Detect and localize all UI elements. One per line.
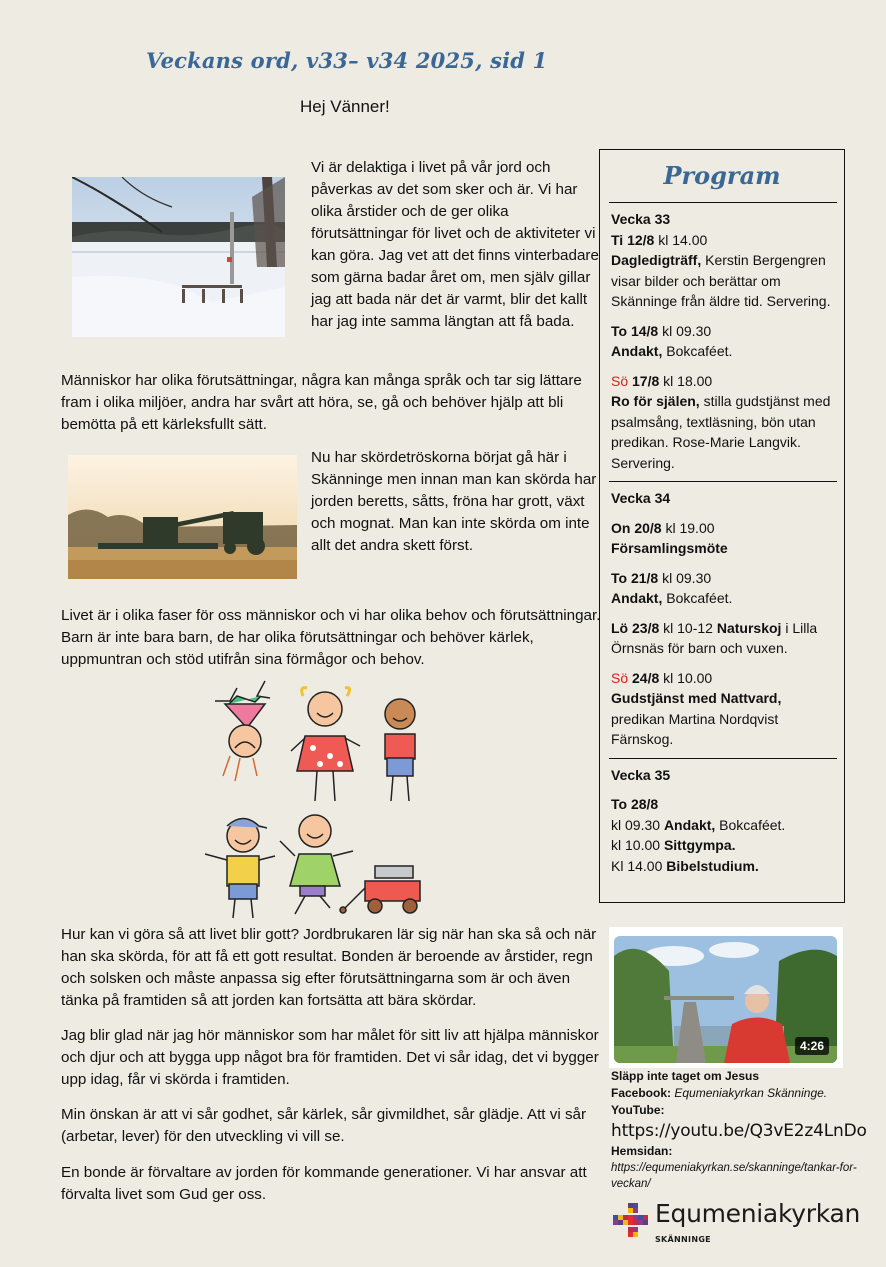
article-paragraph-1: Vi är delaktiga i livet på vår jord och påverkas av det som sker och är. Vi har olika årstider och de ger olika förutsättningar för livet och de aktiviteter vi kan göra. Jag vet att det finns vinterbadare som gärna badar året om, men själv gillar jag att bada när det är varmt, blir det kallt har jag inte samma längtan att få bada. (311, 159, 599, 330)
article-paragraph-2: Människor har olika förutsättningar, några kan många språk och tar sig lättare fram i olika miljöer, andra har svårt att höra, se, gå och behöver hjälp att bli bemötta på ett kärleksfullt sätt. (61, 372, 582, 433)
program-entry (611, 568, 834, 609)
entry-details: Bokcaféet. (666, 590, 733, 606)
video-card[interactable] (609, 927, 843, 1068)
item-details: Bokcaféet. (719, 816, 786, 833)
entry-date: 17/8 (632, 372, 660, 389)
entry-event: Dagledigträff, (611, 252, 702, 268)
facebook-label: Facebook: (611, 1086, 672, 1100)
video-thumbnail[interactable] (614, 936, 837, 1063)
article-paragraph-7: Min önskan är att vi sår godhet, sår kärlek, sår givmildhet, sår glädje. Att vi sår (arbetar, lever) för den utveckling vi vill se. (61, 1106, 587, 1145)
item-time: kl 09.30 (611, 816, 661, 833)
entry-details: Bokcaféet. (666, 343, 733, 359)
entry-details: i Lilla Örnsnäs för barn och vuxen. (611, 619, 818, 656)
article-paragraph-6: Jag blir glad när jag hör människor som har målet för sitt liv att hjälpa människor och djur och att bygga upp något bra för framtiden. Det vi sår idag, det vi bygger upp idag, får vi skörda i framtiden. (61, 1027, 599, 1088)
entry-details: stilla gudstjänst med psalmsång, textläsning, bön utan predikan. Rose-Marie Langvik. Servering. (611, 393, 831, 471)
cross-logo-icon (613, 1203, 653, 1243)
entry-details: Kerstin Bergengren visar bilder och berättar om Skänninge från äldre tid. Servering. (611, 252, 831, 309)
website-link[interactable]: https://equmeniakyrkan.se/skanninge/tankar-for-veckan/ (611, 1162, 857, 1190)
entry-event: Andakt, (611, 343, 663, 359)
entry-day: Lö (611, 619, 629, 636)
program-title: Program (663, 161, 781, 190)
article-paragraph-4: Livet är i olika faser för oss människor och vi har olika behov och förutsättningar. Barn är inte bara barn, de har olika förutsättningar och behöver kärlek, uppmuntran och stöd utifrån sina förmågor och behov. (61, 607, 601, 668)
logo-wordmark: Equmeniakyrkan (655, 1199, 861, 1228)
logo-subtitle: SKÄNNINGE (655, 1235, 711, 1244)
program-week-35 (600, 759, 844, 885)
program-item (611, 815, 834, 836)
children-illustration (195, 676, 435, 920)
week-label: Vecka 33 (611, 211, 671, 227)
week-label: Vecka 35 (611, 766, 671, 783)
video-duration: 4:26 (795, 1037, 829, 1055)
entry-day-sunday: Sö (611, 669, 629, 686)
page-title: Veckans ord, v33– v34 2025, sid 1 (146, 48, 548, 73)
program-entry (611, 618, 834, 659)
children-drawing (195, 676, 435, 920)
video-caption: Släpp inte taget om Jesus (611, 1069, 760, 1083)
program-week-34 (600, 482, 844, 758)
program-entry (611, 321, 834, 362)
program-entry (611, 668, 834, 750)
article-paragraph-5: Hur kan vi göra så att livet blir gott? Jordbrukaren lär sig när han ska så och när han ska skörda, för att få ett gott resultat. Bonden är beroende av årstider, regn och solsken och måste anpassa sig efter förutsättningarna som är och även tänka på framtiden så att jorden kan fortsätta att bära skördar. (61, 926, 597, 1009)
entry-time: kl 19.00 (665, 519, 715, 536)
entry-day: Ti (611, 231, 624, 248)
entry-time: kl 10.00 (663, 669, 713, 686)
entry-event: Andakt, (611, 590, 663, 606)
program-entry (611, 371, 834, 474)
program-entry (611, 518, 834, 559)
entry-date: 21/8 (630, 569, 659, 586)
youtube-label: YouTube: (611, 1103, 665, 1117)
item-time: kl 10.00 (611, 837, 661, 853)
greeting: Hej Vänner! (300, 97, 390, 116)
links-section (611, 1068, 871, 1192)
harvest-illustration (68, 455, 297, 579)
program-entry (611, 230, 834, 312)
entry-date: 23/8 (632, 619, 660, 636)
item-time: Kl 14.00 (611, 857, 663, 874)
entry-event: Gudstjänst med Nattvard, (611, 690, 782, 706)
entry-date: 24/8 (632, 669, 660, 686)
article-paragraph-8: En bonde är förvaltare av jorden för kommande generationer. Vi har ansvar att förvalta livet som Gud ger oss. (61, 1164, 587, 1203)
winter-lake-photo (72, 177, 285, 337)
entry-event: Ro för själen, (611, 393, 700, 409)
equmeniakyrkan-logo (613, 1199, 863, 1258)
website-label: Hemsidan: (611, 1144, 673, 1158)
entry-time: kl 14.00 (658, 231, 708, 248)
entry-day: To (611, 322, 628, 339)
entry-date: 20/8 (634, 519, 662, 536)
program-item (611, 835, 834, 856)
week-label: Vecka 34 (611, 490, 671, 506)
entry-date: 14/8 (630, 322, 659, 339)
item-event: Sittgympa. (663, 837, 736, 853)
entry-time: kl 10-12 (663, 619, 713, 636)
article-paragraph-3: Nu har skördetröskorna börjat gå här i Skänninge men innan man kan skörda har jorden beretts, såtts, fröna har grott, växt och mognat. Man kan inte skörda om inte allt det andra skett först. (311, 449, 597, 554)
program-week-33 (600, 203, 844, 481)
entry-time: kl 18.00 (663, 372, 713, 389)
entry-details: predikan Martina Nordqvist Färnskog. (611, 710, 779, 747)
entry-day-sunday: Sö (611, 372, 629, 389)
youtube-link[interactable]: https://youtu.be/Q3vE2z4LnDo (611, 1121, 867, 1141)
harvest-photo (68, 455, 297, 579)
program-box (599, 149, 845, 903)
entry-event: Naturskoj (716, 619, 782, 636)
winter-lake-illustration (72, 177, 285, 337)
entry-day: To (611, 569, 628, 586)
item-event: Bibelstudium. (666, 857, 759, 874)
item-event: Andakt, (663, 816, 716, 833)
entry-event: Församlingsmöte (611, 540, 728, 556)
entry-day: On (611, 519, 631, 536)
entry-time: kl 09.30 (662, 322, 712, 339)
day-header: To 28/8 (611, 796, 659, 812)
facebook-link[interactable]: Equmeniakyrkan Skänninge. (674, 1086, 828, 1100)
entry-date: 12/8 (627, 231, 655, 248)
program-item (611, 856, 834, 877)
entry-time: kl 09.30 (662, 569, 712, 586)
